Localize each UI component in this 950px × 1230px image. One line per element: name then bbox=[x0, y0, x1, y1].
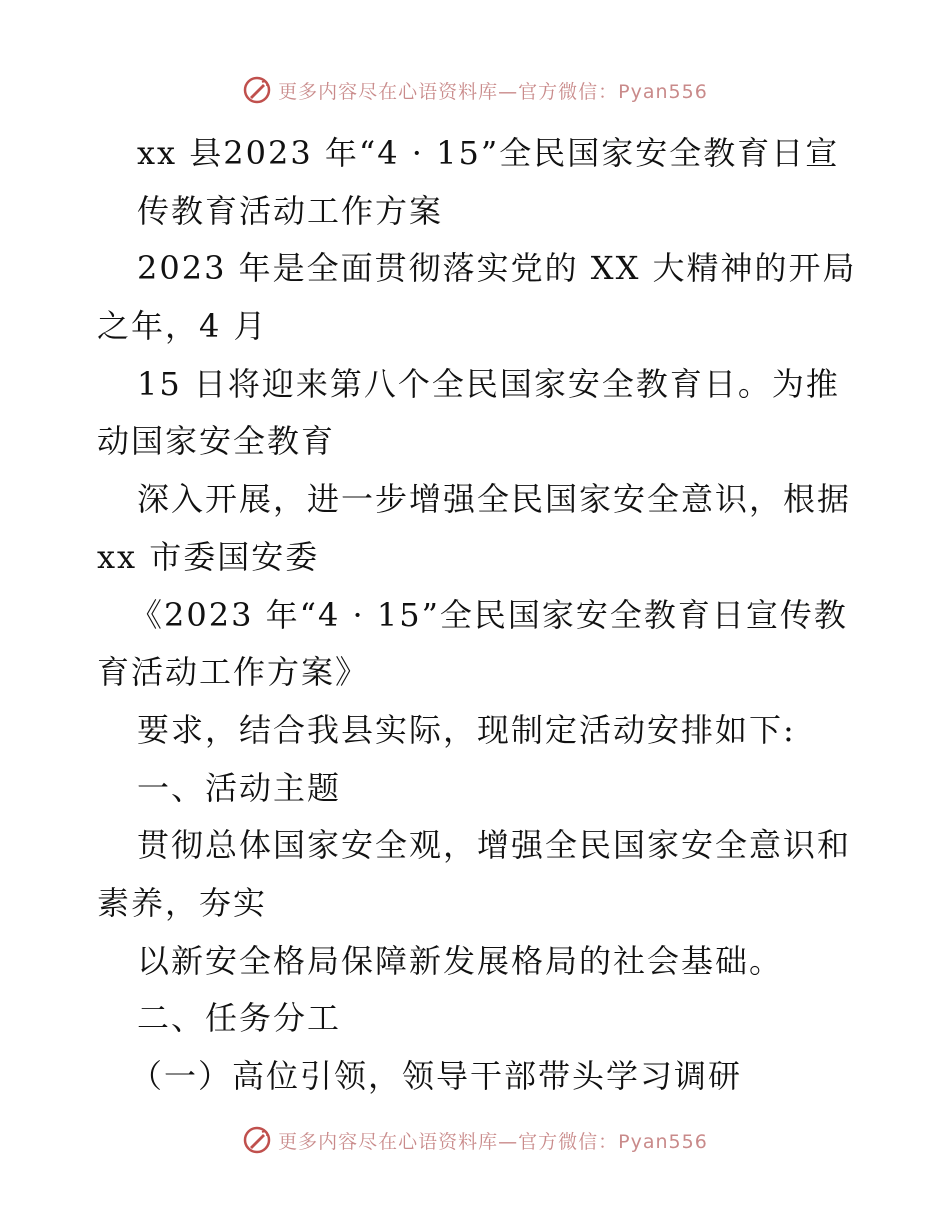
paragraph-line: 15 日将迎来第八个全民国家安全教育日。为推 bbox=[137, 364, 840, 403]
quill-logo-icon bbox=[242, 75, 272, 105]
paragraph-line: 动国家安全教育 bbox=[97, 422, 336, 461]
watermark-text: 更多内容尽在心语资料库—官方微信：Pyan556 bbox=[278, 80, 708, 103]
subsection-heading: （一）高位引领，领导干部带头学习调研 bbox=[130, 1057, 743, 1095]
title-line-2: 传教育活动工作方案 bbox=[137, 191, 444, 230]
paragraph-line: 2023 年是全面贯彻落实党的 XX 大精神的开局 bbox=[137, 249, 857, 288]
paragraph-line: 要求，结合我县实际，现制定活动安排如下: bbox=[137, 710, 796, 749]
paragraph-line: 深入开展，进一步增强全民国家安全意识，根据 bbox=[137, 480, 852, 519]
footer-watermark bbox=[0, 1120, 950, 1160]
paragraph-line: 素养，夯实 bbox=[97, 883, 268, 922]
paragraph-line: 《2023 年“4 · 15”全民国家安全教育日宣传教 bbox=[130, 595, 848, 634]
paragraph-line: 以新安全格局保障新发展格局的社会基础。 bbox=[137, 941, 784, 980]
paragraph-line: 贯彻总体国家安全观，增强全民国家安全意识和 bbox=[137, 826, 852, 865]
section-heading: 一、活动主题 bbox=[137, 768, 342, 807]
paragraph-line: 育活动工作方案》 bbox=[97, 653, 370, 692]
title-line-1: xx 县2023 年“4 · 15”全民国家安全教育日宣 bbox=[137, 134, 840, 172]
quill-logo-icon bbox=[242, 1125, 272, 1155]
paragraph-line: xx 市委国安委 bbox=[97, 537, 320, 576]
watermark-text: 更多内容尽在心语资料库—官方微信：Pyan556 bbox=[278, 1130, 708, 1153]
header-watermark bbox=[0, 70, 950, 110]
document-body bbox=[97, 125, 857, 1106]
section-heading: 二、任务分工 bbox=[137, 999, 342, 1038]
paragraph-line: 之年，4 月 bbox=[97, 307, 268, 346]
